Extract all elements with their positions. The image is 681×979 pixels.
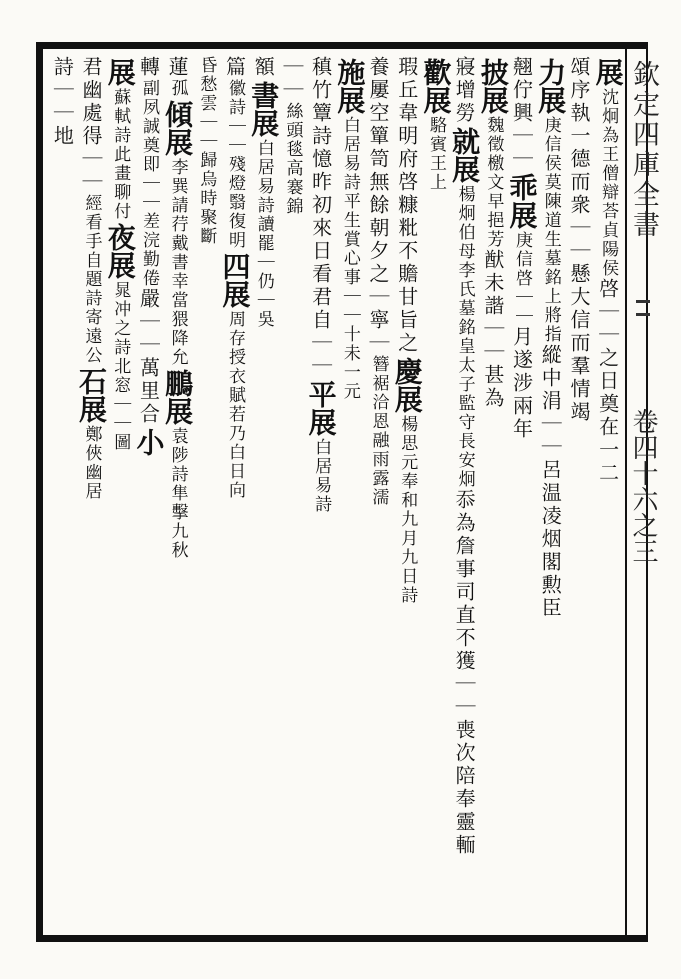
commentary-text: 副夙誠奠即｜｜差浣勤倦	[138, 79, 159, 288]
text-column	[75, 56, 107, 928]
body-text: ｜｜	[279, 56, 304, 102]
text-column	[132, 56, 164, 928]
body-text: 君幽處得｜｜	[79, 56, 104, 194]
commentary-text: 庚信侯莫陳道生墓銘上將指	[540, 116, 561, 344]
body-text: 忝為詹事司直不獲｜｜喪次陪奉靈輀	[452, 489, 477, 857]
text-column	[190, 56, 222, 928]
body-text: 轉	[136, 56, 161, 79]
commentary-text: 魏徵檄文早挹芳	[483, 116, 504, 249]
commentary-text: 庚信啓｜｜	[512, 231, 533, 326]
text-column	[46, 56, 78, 928]
entry-headword: 石展	[75, 367, 109, 423]
commentary-text: 袁陟詩隼擊九秋	[167, 427, 188, 560]
commentary-text: 昏愁雲｜｜歸烏時聚斷	[196, 56, 217, 246]
entry-headword: 展	[591, 58, 625, 86]
entry-headword: 展	[103, 58, 137, 86]
fishtail-mark	[636, 300, 650, 316]
commentary-text: 孤	[167, 79, 188, 98]
body-text: 縱中涓｜｜呂温凌烟閣勲臣	[538, 344, 563, 620]
entry-headword: 歡展	[419, 58, 453, 114]
commentary-text: 晁冲之詩北窓｜｜圖	[110, 281, 131, 452]
body-text: 瑕丘韋明府啓糠粃不贍甘旨之	[394, 56, 419, 355]
body-text: 寢增勞	[452, 56, 477, 125]
entry-headword: 四展	[218, 252, 252, 308]
text-column	[362, 56, 394, 928]
text-column	[419, 56, 451, 928]
entry-headword: 書展	[247, 81, 281, 137]
text-column	[104, 56, 136, 928]
body-text: 啓｜｜之日奠在一二	[595, 278, 620, 485]
entry-headword: 平展	[304, 380, 338, 436]
text-column	[161, 56, 193, 928]
commentary-text: 楊炯伯母李氏墓銘皇太子監守長安炯	[454, 185, 475, 489]
entry-headword: 乖展	[505, 173, 539, 229]
commentary-text: 經看手自題詩寄遠公	[81, 194, 102, 365]
body-text: 養屢空簞笥無餘朝夕之｜寧｜	[366, 56, 391, 355]
body-text: 嚴｜｜萬里合	[136, 288, 161, 426]
commentary-text: 沈炯為王僧辯荅貞陽侯	[598, 88, 619, 278]
commentary-text: 徽詩｜｜殘燈翳復明	[225, 79, 246, 250]
commentary-text: 絲頭毯高褰錦	[282, 102, 303, 216]
commentary-text: 鄭俠幽居	[81, 425, 102, 501]
text-column	[506, 56, 538, 928]
body-text: 蓮	[165, 56, 190, 79]
body-text: 月遂涉兩年	[509, 326, 534, 441]
text-column	[276, 56, 308, 928]
commentary-text: 白居易詩	[311, 438, 332, 514]
entry-headword: 傾展	[161, 100, 195, 156]
text-column	[305, 56, 337, 928]
commentary-text: 周存授衣賦若乃白日向	[225, 310, 246, 500]
body-text: 稹竹簟詩憶昨初來日看君自｜｜	[308, 56, 333, 378]
volume-label: 卷四十六之三	[628, 408, 658, 564]
entry-headword: 就展	[448, 127, 482, 183]
entry-headword: 慶展	[390, 357, 424, 413]
entry-headword: 小	[132, 428, 166, 456]
commentary-text: 駱賓王上	[425, 116, 446, 192]
commentary-text: 蘇軾詩此畫聊付	[110, 88, 131, 221]
text-column	[391, 56, 423, 928]
text-column	[477, 56, 509, 928]
commentary-text: 簪裾洽恩融雨露濡	[368, 355, 389, 507]
body-text: 翹佇興｜｜	[509, 56, 534, 171]
commentary-text: 白居易詩讀罷｜仍｜吳	[253, 139, 274, 329]
commentary-text: 楊思元奉和九月九日詩	[397, 415, 418, 605]
commentary-text: 李巽請荇戴書幸當猥降允	[167, 158, 188, 367]
book-title: 欽定四庫全書	[628, 60, 659, 240]
text-column	[219, 56, 251, 928]
entry-headword: 鵬展	[161, 369, 195, 425]
text-column	[563, 56, 595, 928]
text-column	[333, 56, 365, 928]
text-column	[592, 56, 624, 928]
body-text: 猷未諧｜｜甚為	[480, 249, 505, 410]
body-text: 詩｜｜地	[50, 56, 75, 148]
entry-headword: 施展	[333, 58, 367, 114]
body-text: 篇	[222, 56, 247, 79]
text-column	[534, 56, 566, 928]
text-column	[247, 56, 279, 928]
body-text: 頌序執一德而衆｜｜懸大信而羣情竭	[566, 56, 591, 424]
entry-headword: 披展	[476, 58, 510, 114]
text-column	[448, 56, 480, 928]
entry-headword: 夜展	[103, 223, 137, 279]
commentary-text: 白居易詩平生賞心事｜｜十未一元	[339, 116, 360, 401]
body-text: 額	[251, 56, 276, 79]
entry-headword: 力展	[534, 58, 568, 114]
